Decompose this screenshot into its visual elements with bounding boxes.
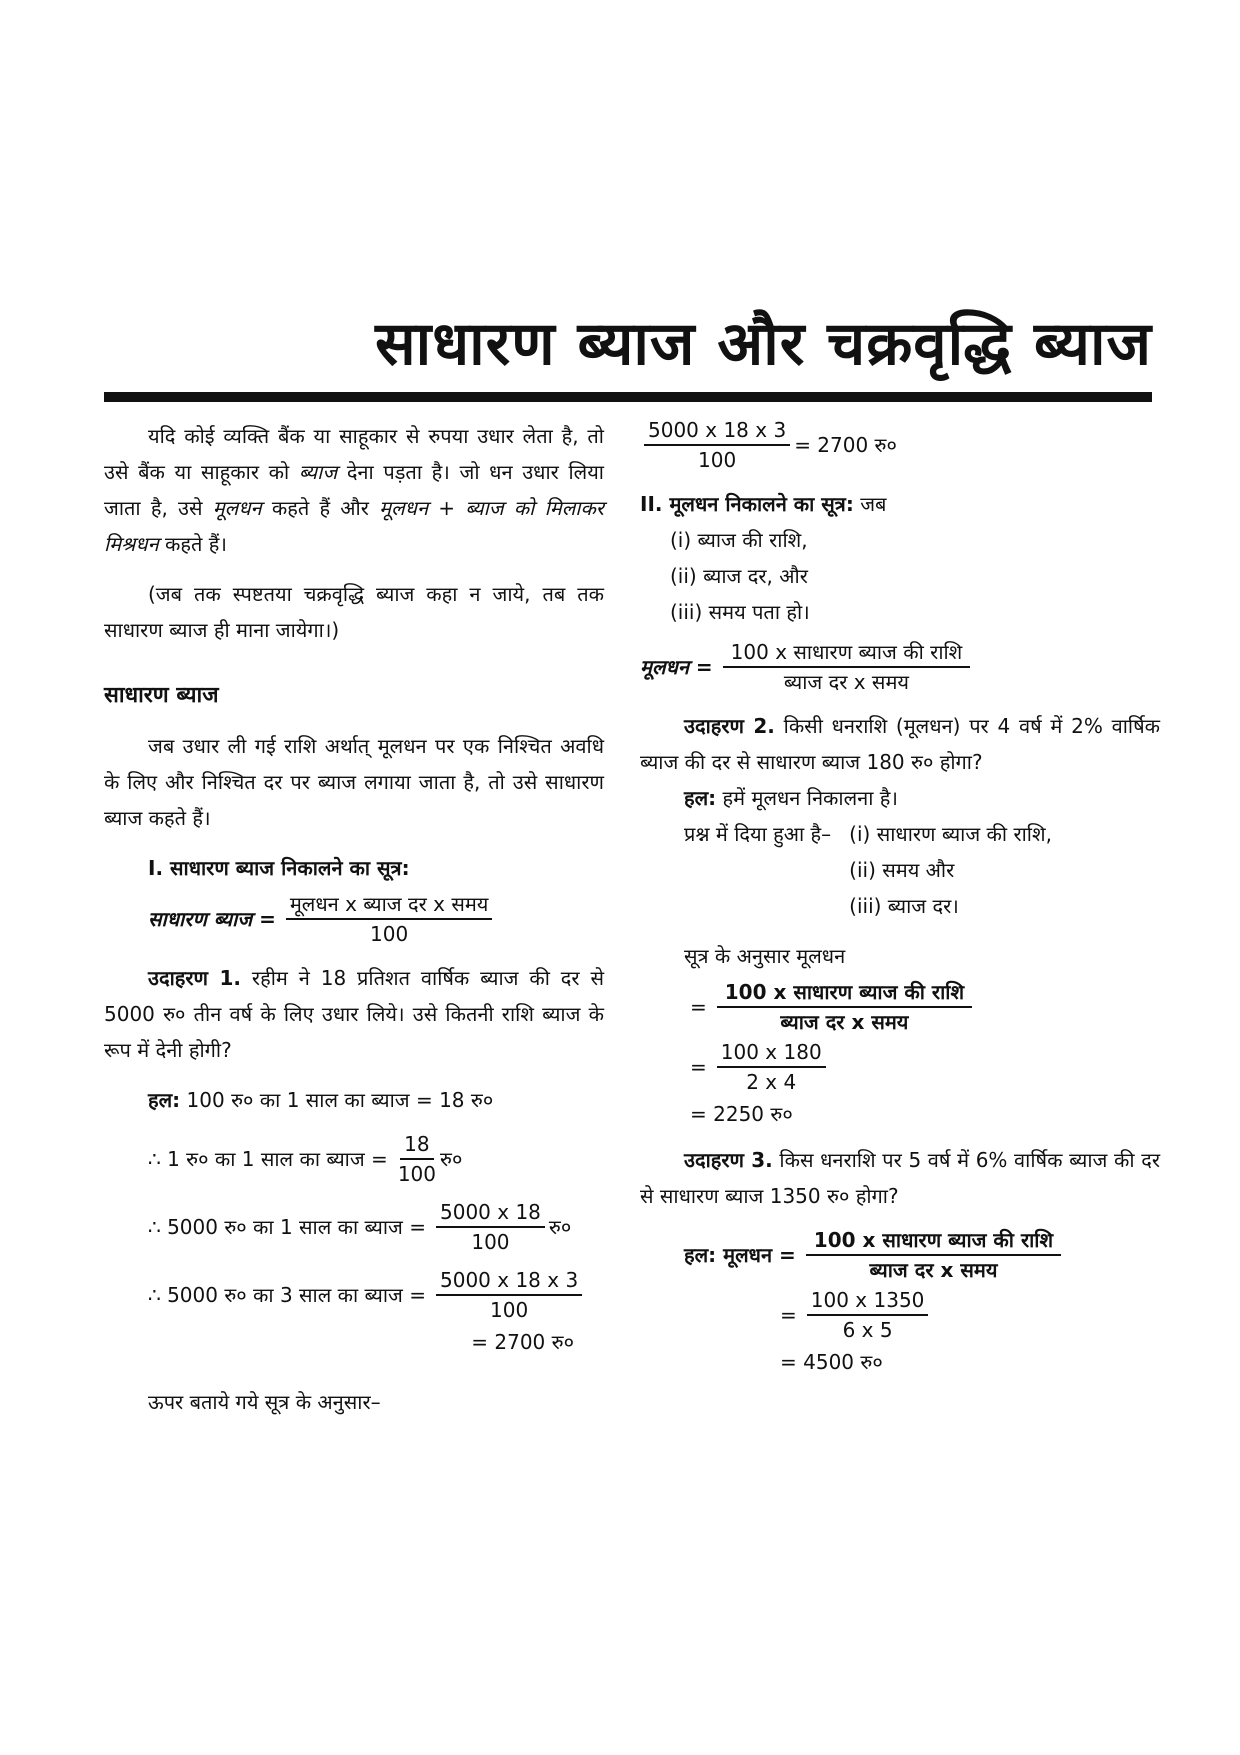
simple-interest-definition: जब उधार ली गई राशि अर्थात् मूलधन पर एक निश्चित अवधि के लिए और निश्चित दर पर ब्याज लगाया जाता है, तो उसे साधारण ब्याज कहते हैं। <box>104 734 604 830</box>
intro-text-a: यदि कोई व्यक्ति बैंक या साहूकार से रुपया उधार लेता है, तो उसे बैंक या साहूकार को <box>104 424 604 484</box>
step3-text: ∴ 5000 रु० का 1 साल का ब्याज = <box>148 1215 426 1239</box>
example2-solution-label: हल: <box>684 786 717 810</box>
step4-numerator: 5000 x 18 x 3 <box>436 1268 582 1296</box>
example1-label: उदाहरण 1. <box>148 966 242 990</box>
example2-formula-denominator: ब्याज दर x समय <box>780 1010 909 1034</box>
example2-values-numerator: 100 x 180 <box>717 1040 826 1068</box>
example2-solution-text: हमें मूलधन निकालना है। <box>716 786 898 810</box>
title-rule <box>104 392 1152 402</box>
example2-values-fraction <box>717 1040 826 1094</box>
example3-solution-label: हल: मूलधन = <box>684 1243 796 1267</box>
step2-denominator: 100 <box>397 1162 436 1186</box>
step4-denominator: 100 <box>490 1298 529 1322</box>
example2 <box>640 708 1160 780</box>
step4-result: = 2700 रु० <box>471 1330 574 1354</box>
by-formula-principal: सूत्र के अनुसार मूलधन <box>684 944 846 968</box>
solution1-text: 100 रु० का 1 साल का ब्याज = 18 रु० <box>180 1088 494 1112</box>
given-item-3: (iii) ब्याज दर। <box>849 894 959 918</box>
example1-text: रहीम ने 18 प्रतिशत वार्षिक ब्याज की दर से 5000 रु० तीन वर्ष के लिए उधार लिये। उसे कितनी राशि ब्याज के रूप में देनी होगी? <box>104 966 605 1062</box>
step4-fraction <box>436 1268 582 1322</box>
formula1-label: साधारण ब्याज = <box>148 907 276 931</box>
step3-unit: रु० <box>548 1215 572 1239</box>
top-fraction <box>644 418 790 472</box>
top-numerator: 5000 x 18 x 3 <box>644 418 790 446</box>
example2-formula-numerator: 100 x साधारण ब्याज की राशि <box>717 980 972 1008</box>
step3 <box>104 1200 604 1254</box>
condition-1: (i) ब्याज की राशि, <box>670 528 808 552</box>
formula1-fraction <box>286 892 493 946</box>
example2-values-denominator: 2 x 4 <box>746 1070 797 1094</box>
example3-formula-denominator: ब्याज दर x समय <box>869 1258 998 1282</box>
example2-values: = $\frac{100 x 180}{2 x 4}$ <box>640 1040 1160 1094</box>
step3-numerator: 5000 x 18 <box>436 1200 545 1228</box>
given-label: प्रश्न में दिया हुआ है– <box>684 822 832 846</box>
given-list <box>831 816 1052 924</box>
condition-2: (ii) ब्याज दर, और <box>670 564 808 588</box>
formula2-heading <box>640 486 1160 522</box>
intro-text-d: कहते हैं। <box>158 532 227 556</box>
given-item-2: (ii) समय और <box>849 858 955 882</box>
example1 <box>104 960 604 1068</box>
top-calculation <box>640 418 1160 472</box>
formula2-when: जब <box>853 492 887 516</box>
solution1-label: हल: <box>148 1088 181 1112</box>
top-denominator: 100 <box>698 448 737 472</box>
condition-3: (iii) समय पता हो। <box>670 600 810 624</box>
intro-text-c: कहते हैं और <box>261 496 380 520</box>
example2-text: किसी धनराशि (मूलधन) पर 4 वर्ष में 2% वार्षिक ब्याज की दर से साधारण ब्याज 180 रु० होगा? <box>640 714 1160 774</box>
solution1-line1 <box>104 1082 604 1118</box>
formula2-numerator: 100 x साधारण ब्याज की राशि <box>723 640 971 668</box>
step2-fraction <box>398 1132 436 1186</box>
step2-numerator: 18 <box>400 1132 433 1160</box>
example3-formula-fraction <box>806 1228 1061 1282</box>
intro-paragraph <box>104 418 604 562</box>
example2-formula-fraction <box>717 980 972 1034</box>
as-per-formula: ऊपर बताये गये सूत्र के अनुसार– <box>148 1390 381 1414</box>
example3-values-fraction <box>807 1288 929 1342</box>
note-paragraph: (जब तक स्पष्टतया चक्रवृद्धि ब्याज कहा न जाये, तब तक साधारण ब्याज ही माना जायेगा।) <box>104 582 604 642</box>
formula2-denominator: ब्याज दर x समय <box>783 670 910 694</box>
page-title: साधारण ब्याज और चक्रवृद्धि ब्याज <box>375 309 1152 379</box>
formula2-label: मूलधन = <box>640 655 713 679</box>
example3-label: उदाहरण 3. <box>684 1148 773 1172</box>
section-heading-simple-interest: साधारण ब्याज <box>104 683 219 708</box>
right-column <box>640 418 1160 1376</box>
step3-fraction <box>436 1200 545 1254</box>
example3-result: = 4500 रु० <box>780 1350 883 1374</box>
step4-text: ∴ 5000 रु० का 3 साल का ब्याज = <box>148 1283 426 1307</box>
left-column <box>104 418 604 1420</box>
example2-result: = 2250 रु० <box>690 1102 793 1126</box>
formula2 <box>640 640 1160 694</box>
example3-formula-numerator: 100 x साधारण ब्याज की राशि <box>806 1228 1061 1256</box>
example3 <box>640 1142 1160 1214</box>
formula1 <box>104 892 604 946</box>
step2-text: ∴ 1 रु० का 1 साल का ब्याज = <box>148 1147 388 1171</box>
example3-values-numerator: 100 x 1350 <box>807 1288 929 1316</box>
formula1-numerator: मूलधन x ब्याज दर x समय <box>286 892 493 920</box>
term-amount: मूलधन + ब्याज को मिलाकर मिश्रधन <box>104 496 604 556</box>
given-block <box>640 816 1160 924</box>
example3-formula <box>640 1228 1160 1282</box>
formula2-title: II. मूलधन निकालने का सूत्र: <box>640 492 854 516</box>
example3-text: किस धनराशि पर 5 वर्ष में 6% वार्षिक ब्याज की दर से साधारण ब्याज 1350 रु० होगा? <box>640 1148 1160 1208</box>
example2-formula: = $\frac{\text{100 x साधारण ब्याज की राशि}}{\text{ब्याज दर x समय}}$ <box>640 980 1160 1034</box>
top-result: = 2700 रु० <box>794 433 897 457</box>
step2 <box>104 1132 604 1186</box>
formula2-fraction <box>723 640 971 694</box>
step3-denominator: 100 <box>471 1230 510 1254</box>
intro-text-b: देना पड़ता है। जो धन उधार लिया जाता है, उसे <box>104 460 604 520</box>
formula1-title: I. साधारण ब्याज निकालने का सूत्र: <box>148 856 410 880</box>
step4 <box>104 1268 604 1322</box>
term-interest: ब्याज <box>298 460 338 484</box>
term-principal: मूलधन <box>212 496 262 520</box>
example2-label: उदाहरण 2. <box>684 714 775 738</box>
formula1-denominator: 100 <box>370 922 409 946</box>
given-item-1: (i) साधारण ब्याज की राशि, <box>849 822 1052 846</box>
example3-values: = $\frac{100 x 1350}{6 x 5}$ <box>640 1288 1160 1342</box>
step2-unit: रु० <box>440 1147 463 1171</box>
example2-solution <box>640 780 1160 816</box>
example3-values-denominator: 6 x 5 <box>842 1318 893 1342</box>
